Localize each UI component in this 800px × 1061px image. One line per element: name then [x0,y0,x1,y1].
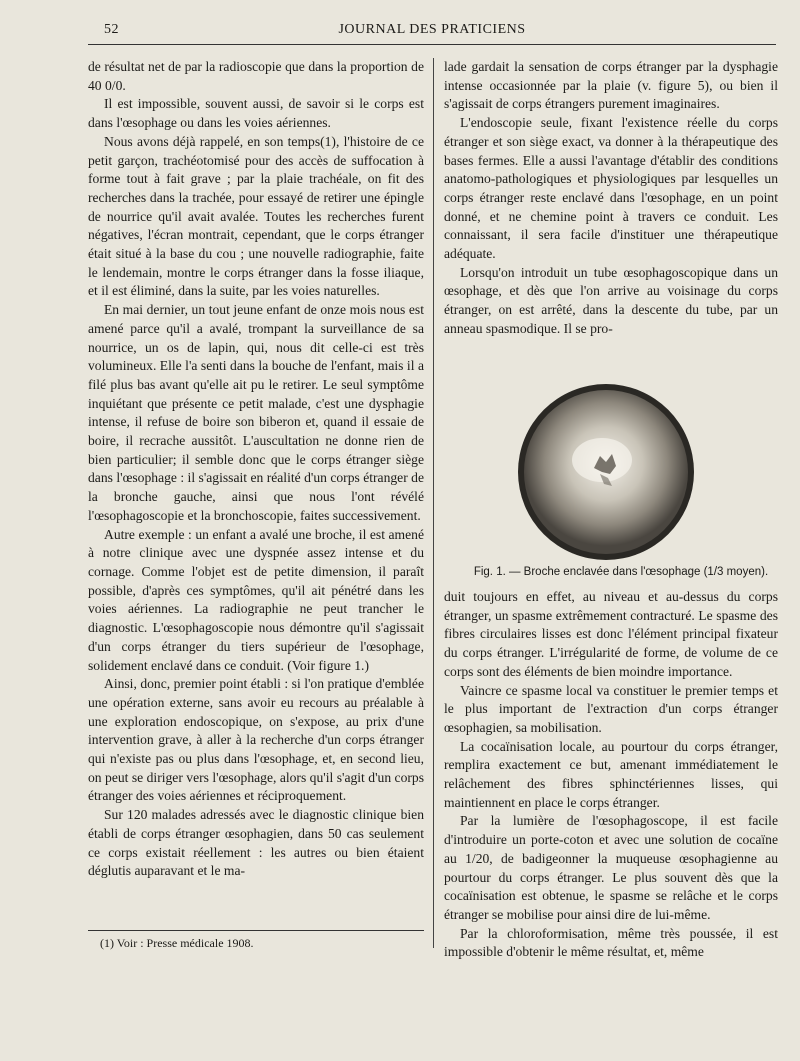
paragraph: Sur 120 malades adressés avec le diagnostic clinique bien établi de corps étranger œsophagien, dans 50 cas seulement ce corps existait réellement : les autres ou bien étaient déglutis auparavant et le ma- [88,807,424,879]
paragraph: Vaincre ce spasme local va constituer le premier temps et le plus important de l'extraction d'un corps étranger œsophagien, sa mobilisation. [444,682,778,735]
paragraph: Ainsi, donc, premier point établi : si l'on pratique d'emblée une opération externe, sans avoir eu recours au préalable à une exploration endoscopique, on s'expose, au prix d'une intervention grave, à aller à la recherche d'un corps étranger qui n'existe pas ou plus dans l'œsophage, et, en second lieu, on peut se diriger vers l'œsophage, alors qu'il s'agit d'un corps étranger des voies aériennes et réciproquement. [88,676,424,804]
figure-caption: Fig. 1. — Broche enclavée dans l'œsophage (1/3 moyen). [473,566,769,578]
journal-title: JOURNAL DES PRATICIENS [338,22,526,37]
left-column [88,58,424,881]
paragraph: Par la chloroformisation, même très poussée, il est impossible d'obtenir le même résultat, et, même [444,925,778,960]
header-rule [88,44,776,45]
paragraph: Il est impossible, souvent aussi, de savoir si le corps est dans l'œsophage ou dans les voies aériennes. [88,96,424,131]
paragraph: lade gardait la sensation de corps étranger par la dysphagie intense occasionnée par la plaie (v. figure 5), ou bien il s'agissait de corps étrangers purement imaginaires. [444,59,778,112]
right-column-bottom [444,588,778,962]
paragraph: de résultat net de par la radioscopie que dans la proportion de 40 0/0. [88,59,424,93]
footnote-rule [88,930,424,931]
paragraph: L'endoscopie seule, fixant l'existence réelle du corps étranger et son siège exact, va donner à la thérapeutique des bases fermes. Elle a aussi l'avantage d'établir des conditions anatomo-pathologiques et physiologiques par lesquelles un corps étranger reste enclavé dans l'œsophage, en un point donné, et ne chemine point à travers ce conduit. Les connaissant, il sera facile d'instituer une thérapeutique adéquate. [444,115,778,262]
endoscopic-image [516,382,696,562]
paragraph: Autre exemple : un enfant a avalé une broche, il est amené à notre clinique avec une dyspnée assez intense et du cornage. Comme l'objet est de petite dimension, il paraît possible, d'après ces symptômes, qu'il ait pénétré dans les voies aériennes. La radiographie ne peut trancher le diagnostic. L'œsophagoscopie nous démontre qu'il s'agissait d'un corps étranger du tiers supérieur de l'œsophage, solidement enclavé dans ce conduit. (Voir figure 1.) [88,526,424,673]
paragraph: Lorsqu'on introduit un tube œsophagoscopique dans un œsophage, et dès que l'on arrive au voisinage du corps étranger, on est arrêté, dans la descente du tube, par un anneau spasmodique. Il se pro- [444,264,778,336]
page-header [88,22,776,42]
paragraph: Par la lumière de l'œsophagoscope, il est facile d'introduire un porte-coton et avec une solution de cocaïne au 1/20, de badigeonner la muqueuse œsophagienne au pourtour du corps étranger. Le plus souvent dès que la cocaïnisation est obtenue, le spasme se relâche et le corps étranger se mobilise pour ainsi dire de lui-même. [444,813,778,922]
right-column-top [444,58,778,339]
column-divider [433,58,434,948]
page-number: 52 [104,22,119,37]
paragraph: La cocaïnisation locale, au pourtour du corps étranger, remplira exactement ce but, amenant immédiatement le relâchement des fibres sphinctériennes lisses, qui maintiennent en place le corps étranger. [444,738,778,810]
paragraph: En mai dernier, un tout jeune enfant de onze mois nous est amené parce qu'il a avalé, trompant la surveillance de sa nourrice, un os de lapin, qui, nous dit celle-ci est très volumineux. Elle l'a senti dans la bouche de l'enfant, mais il a filé plus bas avant qu'elle ait pu le retirer. Le seul symptôme inquiétant que présente ce petit malade, c'est une dysphagie intense, il refuse de boire son biberon et, quand il essaie de boire, il recrache aussitôt. L'auscultation ne donne rien de bien particulier; il semble donc que le corps étranger siège dans l'œsophage : il s'agissait en réalité d'un corps étranger de la bronche gauche, ainsi que nous l'ont révélé l'œsophagoscopie et la bronchoscopie, faites successivement. [88,302,424,523]
paragraph: Nous avons déjà rappelé, en son temps(1), l'histoire de ce petit garçon, trachéotomisé pour des accès de suffocation à forme tout à fait grave ; par la plaie trachéale, on fit des recherches dans la trachée, pour essayé de retirer une épingle de nourrice qu'il avait avalée. Toutes les recherches furent négatives, l'écran montrait, cependant, que le corps étranger était situé à la base du cou ; une nouvelle radiographie, faite le lendemain, montre le corps étranger dans la fosse iliaque, et il est éliminé, dans la suite, par les voies naturelles. [88,133,424,299]
footnote: (1) Voir : Presse médicale 1908. [100,936,254,950]
paragraph: duit toujours en effet, au niveau et au-dessus du corps étranger, un spasme extrêmement contracturé. Le spasme des fibres circulaires lisses est donc l'élément principal fixateur du corps étranger. L'irrégularité de forme, de volume de ce corps sont des éléments de bien moindre importance. [444,589,778,679]
figure-1 [444,368,778,588]
